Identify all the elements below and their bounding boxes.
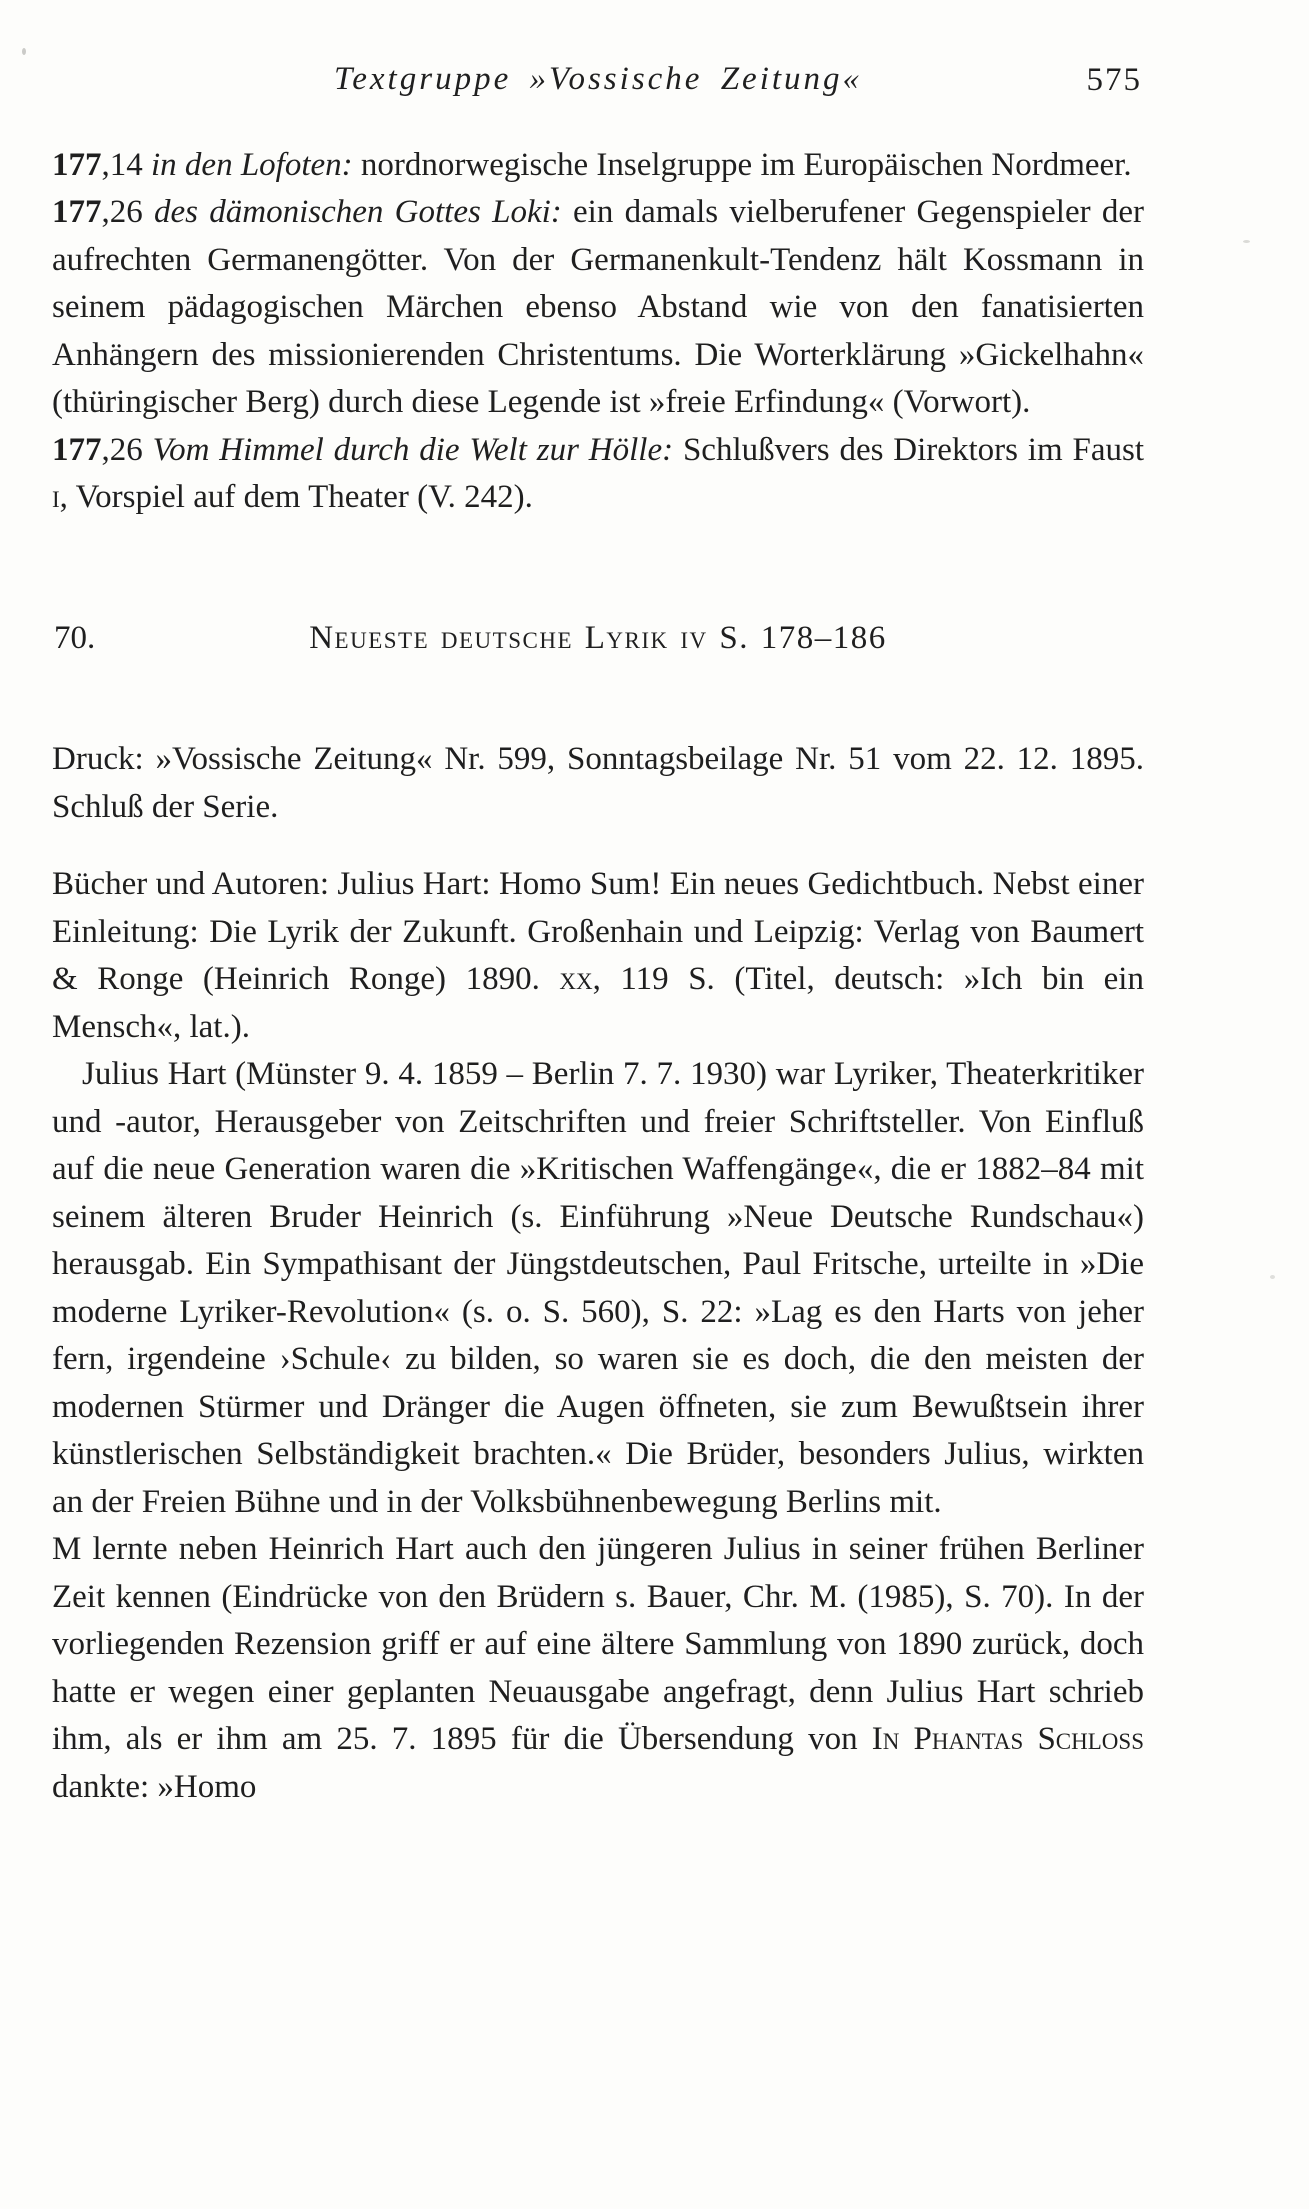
paragraph-m-lernte: M lernte neben Heinrich Hart auch den jüngeren Julius in seiner frühen Berliner Zeit kennen (Eindrücke von den Brüdern s. Bauer, Chr. M. (1985), S. 70). In der vorliegenden Rezension griff er auf eine ältere Sammlung von 1890 zurück, doch hatte er wegen einer geplanten Neuausgabe angefragt, denn Julius Hart schrieb ihm, als er ihm am 25. 7. 1895 für die Übersendung von In Phantas Schloss dankte: »Homo (52, 1531, 1144, 1805)
entry-177-26-himmel: 177,26 Vom Himmel durch die Welt zur Hölle: Schlußvers des Direktors im Faust i, Vorspiel auf dem Theater (V. 242). (52, 431, 1145, 515)
section-title: Neueste deutsche Lyrik iv S. 178–186 (309, 619, 887, 656)
scan-speck (22, 48, 26, 55)
section-heading (52, 615, 1144, 663)
paragraph-julius-hart-bio: Julius Hart (Münster 9. 4. 1859 – Berlin 7. 7. 1930) war Lyriker, Theaterkritiker und -autor, Herausgeber von Zeitschriften und freier Schriftsteller. Von Einfluß auf die neue Generation waren die »Kritischen Waffengänge«, die er 1882–84 mit seinem älteren Bruder Heinrich (s. Einführung »Neue Deutsche Rundschau«) herausgab. Ein Sympathisant der Jüngstdeutschen, Paul Fritsche, urteilte in »Die moderne Lyriker-Revolution« (s. o. S. 560), S. 22: »Lag es den Harts von jeher fern, irgendeine ›Schule‹ zu bilden, so waren sie es doch, die den meisten der modernen Stürmer und Dränger die Augen öffneten, sie zum Bewußtsein ihrer künstlerischen Selbständigkeit brachten.« Die Brüder, besonders Julius, wirkten an der Freien Bühne und in der Volksbühnenbewegung Berlins mit. (52, 1056, 1144, 1520)
running-header-row (52, 56, 1144, 104)
paragraph-buecher-und-autoren: Bücher und Autoren: Julius Hart: Homo Sum! Ein neues Gedichtbuch. Nebst einer Einleitung: Die Lyrik der Zukunft. Großenhain und Leipzig: Verlag von Baumert & Ronge (Heinrich Ronge) 1890. xx, 119 S. (Titel, deutsch: »Ich bin ein Mensch«, lat.). (52, 866, 1144, 1045)
running-header: Textgruppe »Vossische Zeitung« (333, 61, 863, 97)
page-number: 575 (1086, 62, 1142, 98)
entry-177-26-loki: 177,26 des dämonischen Gottes Loki: ein damals vielberufener Gegenspieler der aufrechten Germanengötter. Von der Germanenkult-Tendenz hält Kossmann in seinem pädagogischen Märchen ebenso Abstand wie von den fanatisierten Anhängern des missionierenden Christentums. Die Worterklärung »Gickelhahn« (thüringischer Berg) durch diese Legende ist »freie Erfindung« (Vorwort). (52, 194, 1144, 420)
commentary-entries (52, 142, 1144, 522)
text-block (52, 0, 1144, 1811)
section-number: 70. (54, 619, 96, 656)
entry-177-14: 177,14 in den Lofoten: nordnorwegische Inselgruppe im Europäischen Nordmeer. (52, 146, 1132, 183)
scan-speck (1243, 240, 1250, 243)
scan-speck (1270, 1275, 1275, 1279)
paragraph-druck: Druck: »Vossische Zeitung« Nr. 599, Sonntagsbeilage Nr. 51 vom 22. 12. 1895. Schluß der Serie. (52, 741, 1144, 825)
